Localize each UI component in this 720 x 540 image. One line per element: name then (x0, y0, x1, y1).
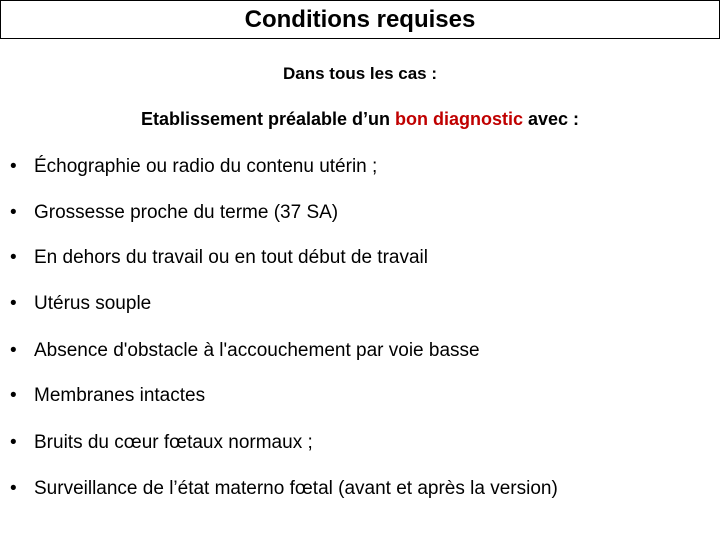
list-item-text: Utérus souple (34, 293, 152, 314)
bullet-icon: • (10, 247, 17, 268)
bullet-icon: • (10, 340, 17, 361)
list-item-text: Membranes intactes (34, 385, 206, 406)
prerequisite-line (0, 109, 720, 130)
slide-title: Conditions requises (244, 5, 476, 33)
list-item-text: En dehors du travail ou en tout début de travail (34, 247, 428, 268)
subtitle: Dans tous les cas : (282, 64, 437, 83)
prerequisite-text-after: avec : (523, 109, 580, 129)
prerequisite-highlight: bon diagnostic (395, 109, 524, 129)
prerequisite-text-before: Etablissement préalable d’un (140, 109, 396, 129)
bullet-icon: • (10, 156, 17, 177)
list-item-text: Échographie ou radio du contenu utérin ; (34, 156, 378, 177)
list-item (10, 477, 558, 501)
list-item-text: Absence d'obstacle à l'accouchement par voie basse (34, 340, 480, 361)
list-item (10, 246, 428, 270)
list-item-text: Surveillance de l’état materno fœtal (avant et après la version) (34, 478, 558, 499)
list-item (10, 384, 205, 408)
list-item (10, 339, 480, 363)
title-box (0, 0, 720, 39)
list-item (10, 431, 313, 455)
list-item (10, 155, 377, 179)
bullet-icon: • (10, 385, 17, 406)
list-item (10, 292, 151, 316)
bullet-icon: • (10, 202, 17, 223)
list-item-text: Grossesse proche du terme (37 SA) (34, 202, 339, 223)
list-item-text: Bruits du cœur fœtaux normaux ; (34, 432, 313, 453)
bullet-icon: • (10, 432, 17, 453)
list-item (10, 201, 338, 225)
bullet-icon: • (10, 293, 17, 314)
bullet-icon: • (10, 478, 17, 499)
